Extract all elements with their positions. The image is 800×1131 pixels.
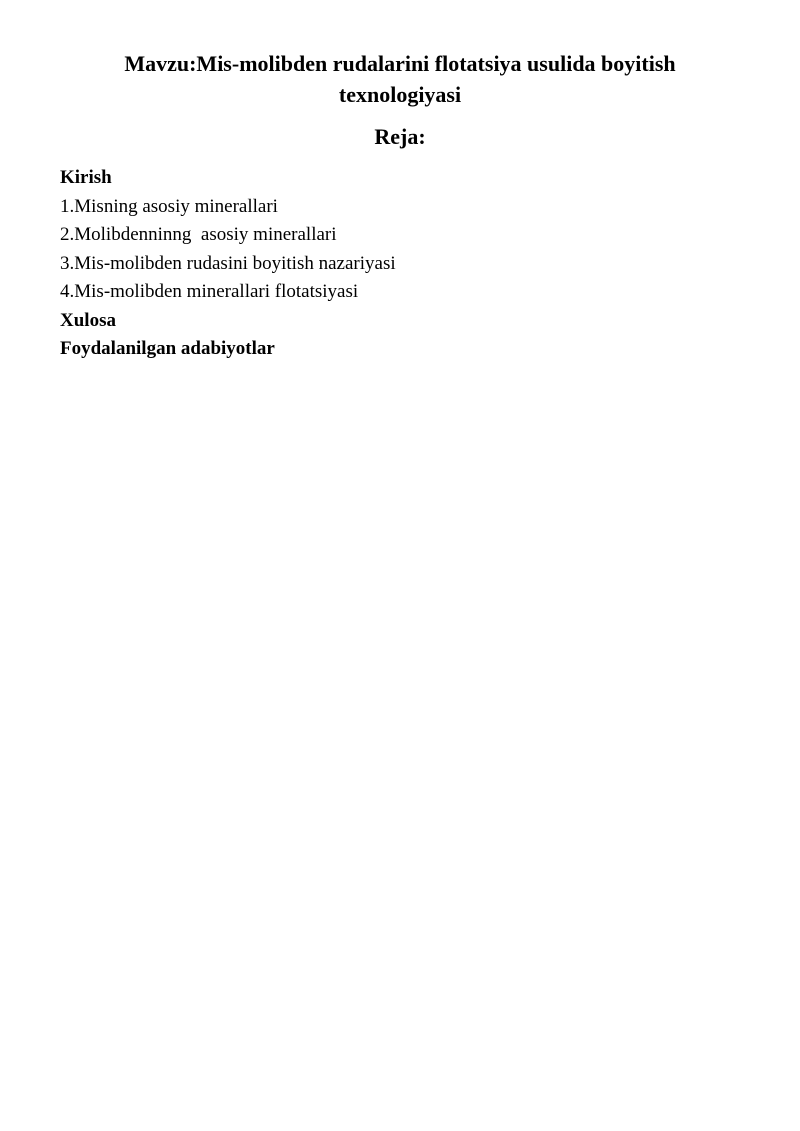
title-line-2: texnologiyasi [338,82,462,107]
document-title [60,48,740,110]
table-of-contents [60,164,740,364]
toc-item-introduction: Kirish [60,167,112,188]
toc-item-4: 4.Mis-molibden minerallari flotatsiyasi [60,281,359,302]
plan-heading: Reja: [374,124,426,149]
toc-item-2: 2.Molibdenninng asosiy minerallari [60,224,337,245]
toc-item-references: Foydalanilgan adabiyotlar [60,338,275,359]
toc-item-3: 3.Mis-molibden rudasini boyitish nazariyasi [60,252,396,274]
toc-item-conclusion: Xulosa [60,309,116,331]
toc-item-1: 1.Misning asosiy minerallari [60,195,278,217]
title-line-1: Mavzu:Mis-molibden rudalarini flotatsiya usulida boyitish [124,51,676,76]
